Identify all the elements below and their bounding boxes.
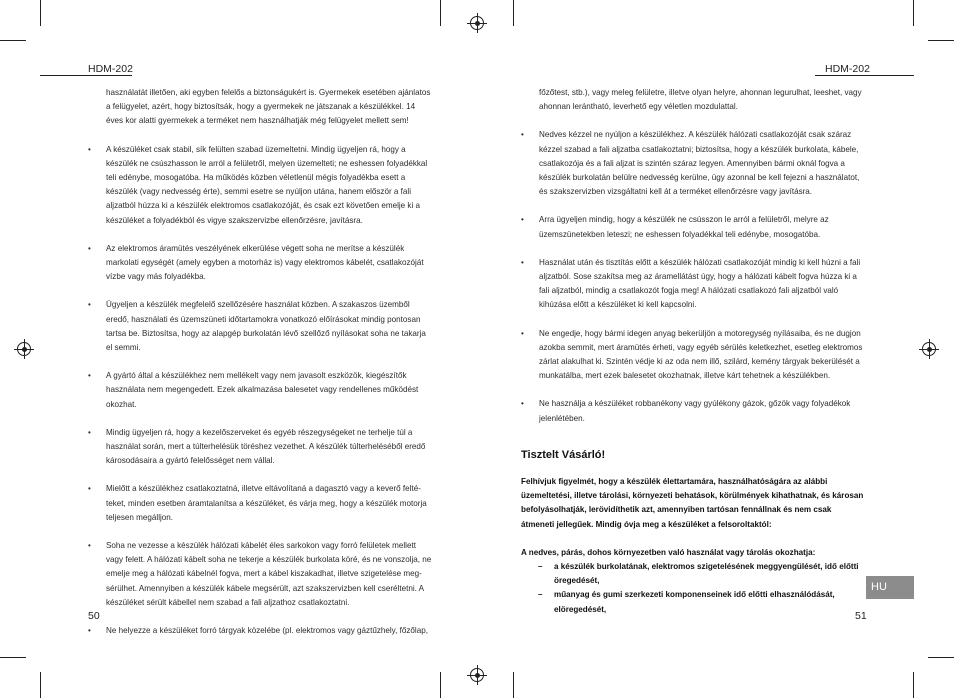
crop-mark [40, 672, 41, 698]
crop-mark [440, 0, 441, 26]
list-item: – műanyag és gumi szerkezeti komponenseinek idő előtti elhasználódását, elöregedését, [521, 588, 866, 616]
left-page-number: 50 [88, 610, 100, 622]
list-item: – a készülék burkolatának, elektromos szigetelésének meggyengülését, idő előtti öregedését, [521, 560, 866, 588]
left-page-body [88, 86, 433, 638]
list-item: • A készüléket csak stabil, sík felülten szabad üzemeltetni. Mindig ügyeljen rá, hogy a készülék ne csúszhasson le arról a felületről, melyen üzemelteti; ne eshessen folyadékkal teli edénybe, mosogatóba. Ha működés közben véletlenül mégis folyadékba esett a készülék (vagy nedvesség érte), semmi esetre se nyúljon utána, hanem először a fali aljzatból húzza ki a készülék elektromos csatlakozóját, és csak ezt követően emelje ki a készüléket a folyadékból és vigye szakszervizbe ellenőrzésre, javításra. [88, 143, 433, 228]
list-item: • Ne engedje, hogy bármi idegen anyag bekerüljön a motoregység nyílásaiba, és ne dugjon azokba semmit, mert áramütés érheti, vagy egyéb sérülés keletkezhet, esetleg elektromos zárlat alakulhat ki. Szintén védje ki az oda nem illő, szilárd, kemény tárgyak bekerülését a munkatálba, mert ezek balesetet okozhatnak, illetve kárt tehetnek a készülékben. [521, 327, 866, 384]
list-item: • Arra ügyeljen mindig, hogy a készülék ne csússzon le arról a felületről, melyre az üzemszünetekben leteszi; ne eshessen folyadékkal teli edénybe, mosogatóba. [521, 213, 866, 241]
registration-mark-icon [470, 16, 484, 30]
crop-mark [913, 672, 914, 698]
list-item: • Ügyeljen a készülék megfelelő szellőzésére használat közben. A szakaszos üzemből eredő, használati és üzemszüneti időtartamokra vonatkozó előírásokat mindig pontosan tartsa be. Biztosítsa, hogy az alapgép burkolatán lévő szellőző nyílásokat soha ne takarja el semmi. [88, 298, 433, 355]
intro-paragraph: használatát illetően, aki egyben felelős a biztonságukért is. Gyermekek esetében ajánlatos a felügyelet, azért, hogy biztosítsák, hogy a gyermekek ne játszanak a készülékkel. 14 éves kor alatti gyermekek a terméket nem használhatják még felügyelet mellett sem! [106, 88, 431, 126]
continuation-paragraph: főzőtest, stb.), vagy meleg felületre, illetve olyan helyre, ahonnan legurulhat, leeshet, vagy ahonnan lerántható, leverhető egy véletlen mozdulattal. [539, 88, 862, 112]
crop-mark [928, 657, 954, 658]
list-item: • Használat után és tisztítás előtt a készülék hálózati csatlakozóját mindig ki kell húzni a fali aljzatból. Sose szakítsa meg az áramellátást úgy, hogy a hálózati kábelt fogva húzza ki a fali aljzatból, mindig a csatlakozót fogja meg! A hálózati csatlakozó fali aljzatból való kihúzása előtt a készüléket ki kell kapcsolni. [521, 256, 866, 313]
list-item: • Mindig ügyeljen rá, hogy a kezelőszerveket és egyéb részegységeket ne terhelje túl a használat során, mert a túlterhelésük töréshez vezethet. A készülék túlterheléséből eredő károsodásaira a gyártó felelősséget nem vállal. [88, 426, 433, 469]
list-item: • A gyártó által a készülékhez nem mellékelt vagy nem javasolt eszközök, kiegészítők használata nem megengedett. Ezek alkalmazása balesetet vagy rendellenes működést okozhat. [88, 369, 433, 412]
crop-mark [928, 40, 954, 41]
right-header-model: HDM-202 [825, 63, 870, 75]
crop-mark [0, 657, 26, 658]
crop-mark [913, 0, 914, 26]
list-item: • Soha ne vezesse a készülék hálózati kábelét éles sarkokon vagy forró felületek mellett vagy felett. A hálózati kábelt soha ne tekerje a készülék burkolata köré, és ne vonszolja, ne emelje meg a hálózati kábelnél fogva, mert a kábel kiszakadhat, illetve szigetelése megsérülhet. Amennyiben a készülék kábele megsérült, azt szakszervizben kell cseréltetni. A készüléket sérült kábellel nem szabad a fali aljzathoz csatlakoztatni. [88, 539, 433, 610]
registration-mark-icon [922, 342, 936, 356]
list-item: • Mielőtt a készülékhez csatlakoztatná, illetve eltávolítaná a dagasztó vagy a keverő feltéteket, minden esetben áramtalanítsa a készüléket, és várja meg, hogy a készülék motorja teljesen megálljon. [88, 482, 433, 525]
right-page-number: 51 [855, 610, 867, 622]
registration-mark-icon [17, 342, 31, 356]
sub-heading: A nedves, párás, dohos környezetben való használat vagy tárolás okozhatja: [521, 547, 816, 557]
left-bullet-list [88, 143, 433, 639]
list-item: • Ne használja a készüléket robbanékony vagy gyúlékony gázok, gőzök vagy folyadékok jelenlétében. [521, 397, 866, 425]
right-bullet-list [521, 128, 866, 425]
right-page-body [521, 86, 866, 617]
crop-mark [513, 0, 514, 26]
crop-mark [513, 672, 514, 698]
list-item: • Az elektromos áramütés veszélyének elkerülése végett soha ne merítse a készülék markolati egységét (amely egyben a motorház is) vagy elektromos kábelét, csatlakozóját vízbe vagy más folyadékba. [88, 242, 433, 285]
list-item: • Ne helyezze a készüléket forró tárgyak közelébe (pl. elektromos vagy gáztűzhely, főzőlap, [88, 624, 433, 638]
registration-mark-icon [470, 668, 484, 682]
crop-mark [440, 672, 441, 698]
section-title: Tisztelt Vásárló! [521, 448, 606, 461]
notice-paragraph: Felhívjuk figyelmét, hogy a készülék élettartamára, használhatóságára az alábbi üzemeltetési, illetve tárolási, környezeti behatások, körülmények kihathatnak, és károsan befolyásolhatják, lerövidíthetik azt, amennyiben tartósan fennállnak és nem csak átmeneti jellegűek. Mindig óvja meg a készüléket a felsoroltaktól: [521, 477, 864, 529]
crop-mark [40, 0, 41, 26]
left-header-rule [40, 75, 132, 76]
list-item: • Nedves kézzel ne nyúljon a készülékhez. A készülék hálózati csatlakozóját csak száraz kézzel szabad a fali aljzatba csatlakoztatni; biztosítsa, hogy a készülék burkolata, kábele, csatlakozója és a fali aljzat is szintén száraz legyen. Amennyiben bármi oknál fogva a készülék burkolatán belülre nedvesség kerülne, ügy azonnal be kell fejezni a használatot, és szakszervizben vizsgáltatni kell át a terméket ellenőrzésre vagy javításra. [521, 128, 866, 199]
dash-list [521, 560, 866, 617]
language-tab: HU [866, 576, 914, 599]
left-header-model: HDM-202 [88, 63, 133, 75]
right-header-rule [815, 75, 914, 76]
crop-mark [0, 40, 26, 41]
